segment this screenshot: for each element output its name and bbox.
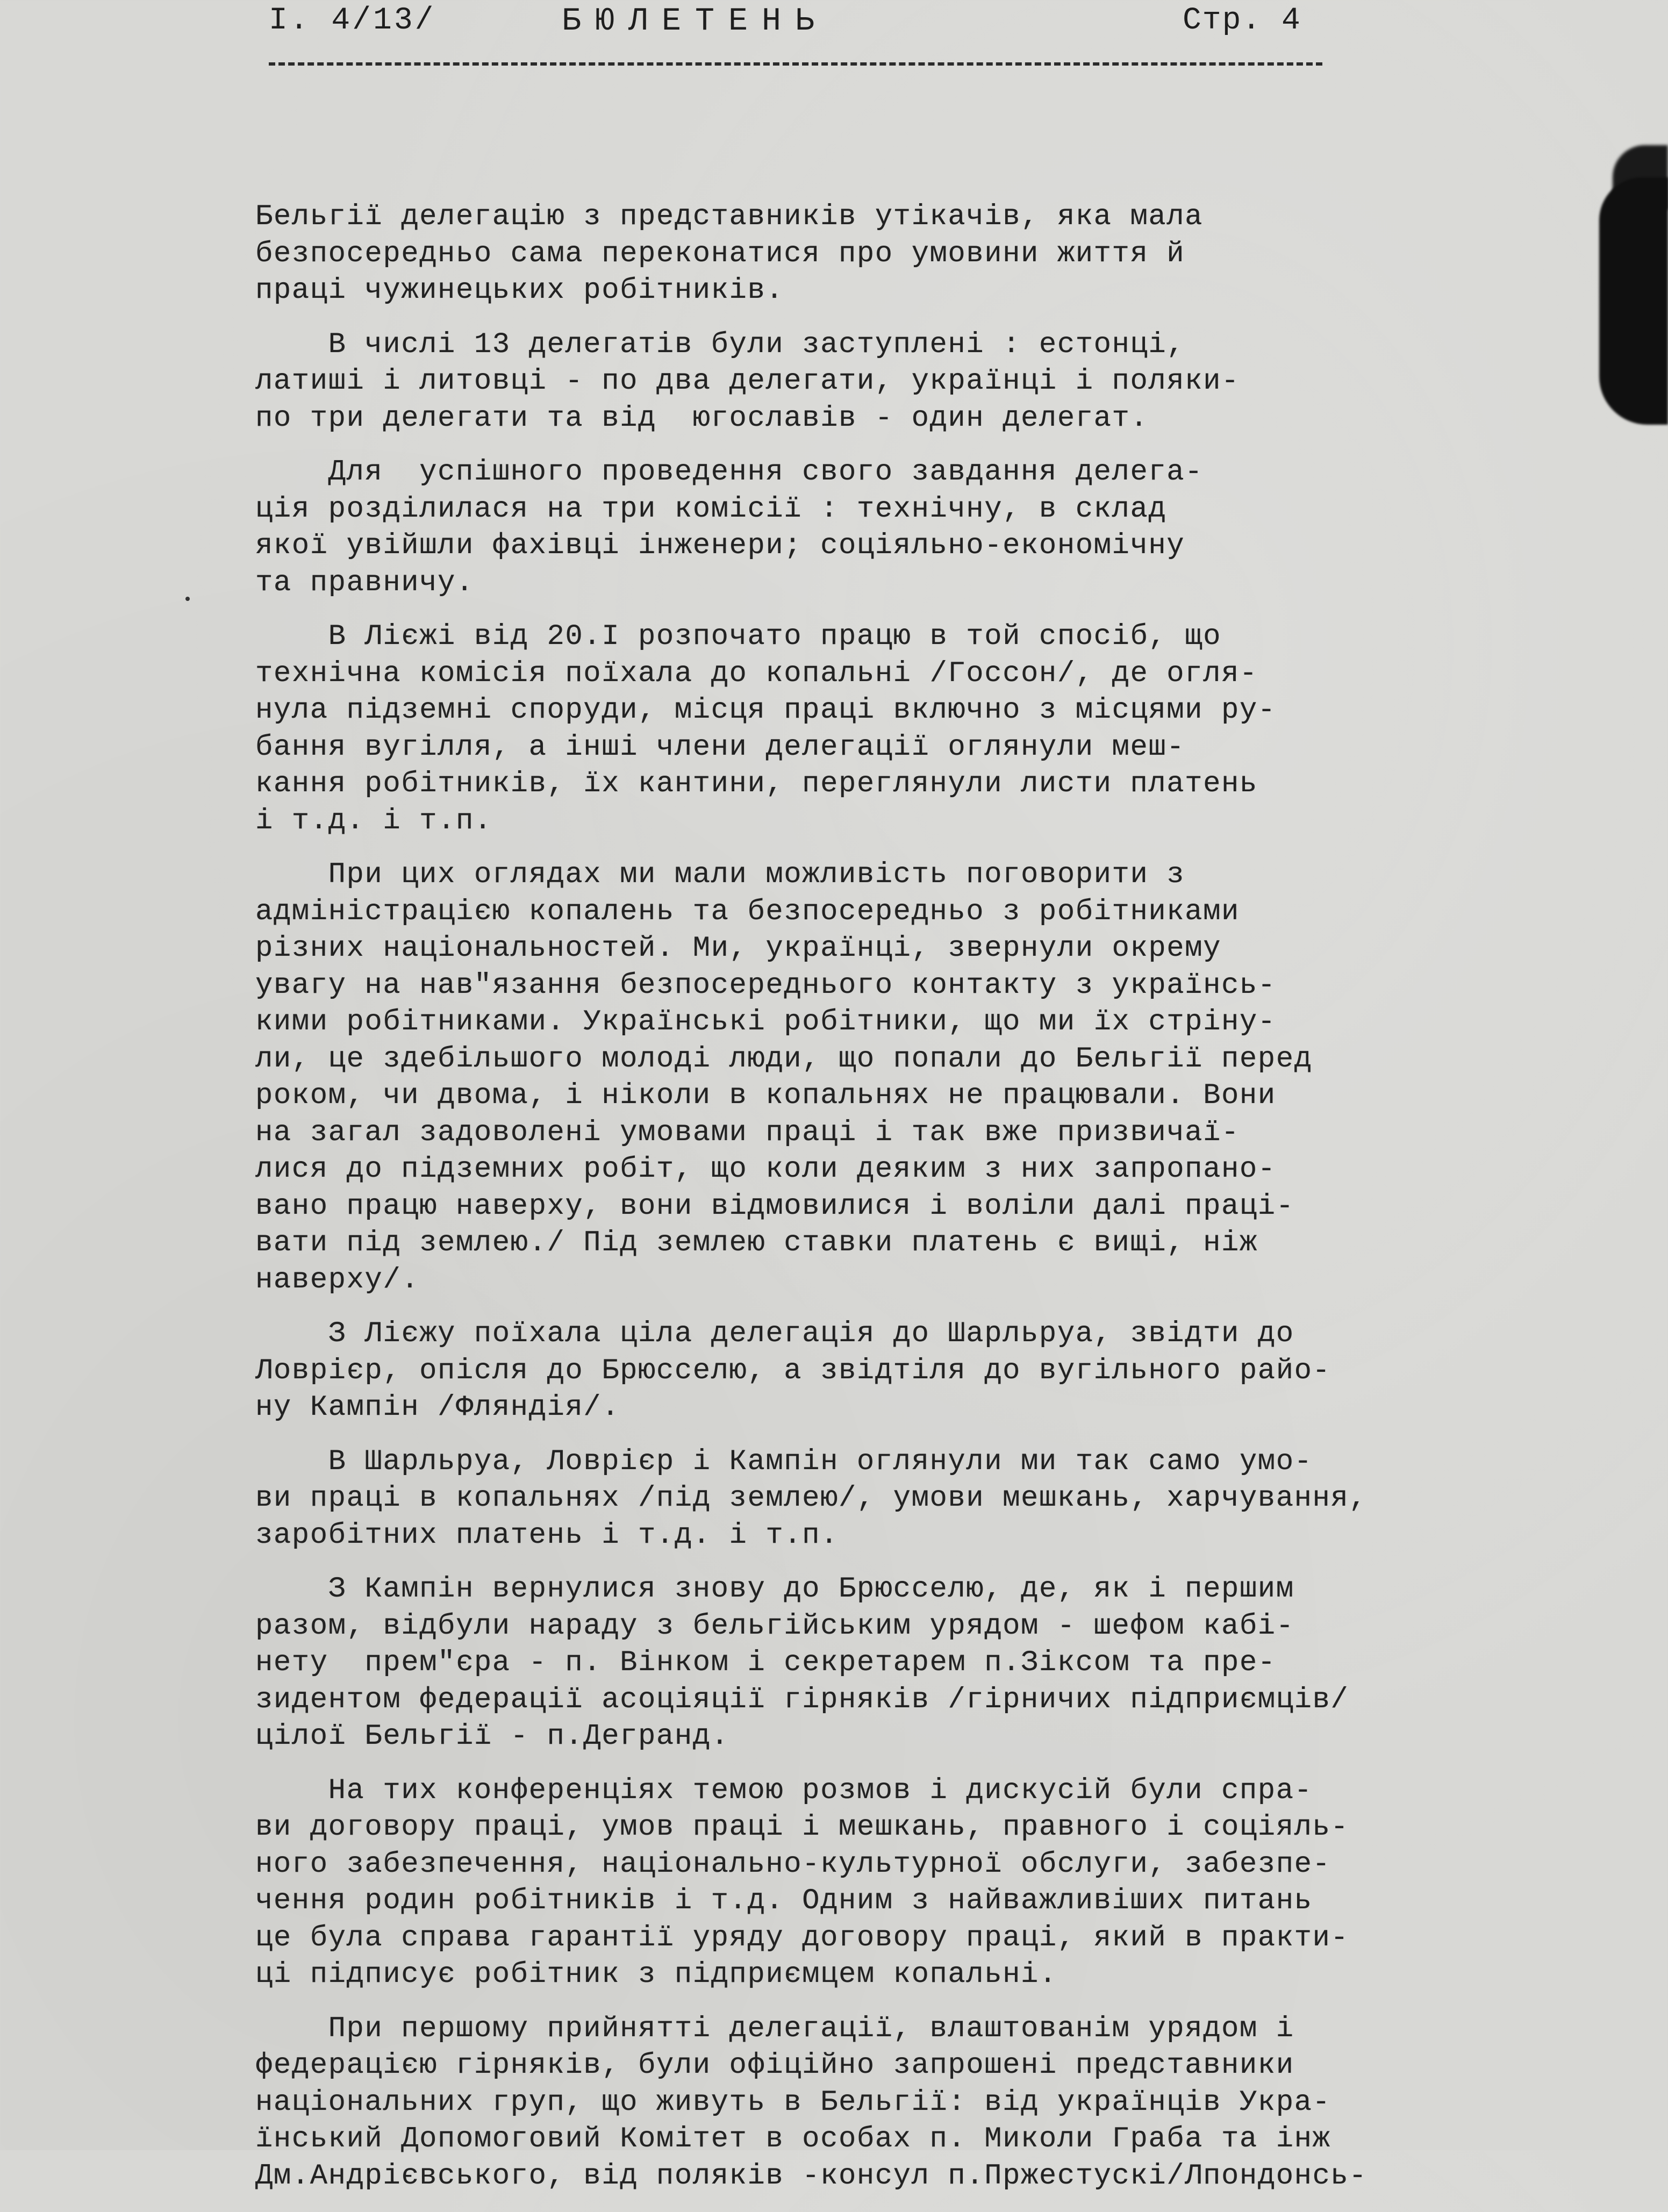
paragraph-6 [255, 1316, 1465, 1427]
text-line: технічна комісія поїхала до копальні /Госсон/, де огля- [255, 657, 1258, 690]
text-line: їнський Допомоговий Комітет в особах п. Миколи Граба та інж [255, 2123, 1331, 2156]
text-line: національних груп, що живуть в Бельгії: від українців Укра- [255, 2086, 1331, 2119]
text-line: чення родин робітників і т.д. Одним з найважливіших питань [255, 1885, 1313, 1917]
text-line: зидентом федерації асоціяції гірняків /гірничих підприємців/ [255, 1683, 1349, 1716]
text-line: цілої Бельгії - п.Дегранд. [255, 1720, 729, 1753]
text-line: вано працю наверху, вони відмовилися і воліли далі праці- [255, 1190, 1294, 1223]
text-line: якої увійшли фахівці інженери; соціяльно-економічну [255, 529, 1185, 562]
text-line: заробітних платень і т.д. і т.п. [255, 1519, 839, 1552]
text-line: латиші і литовці - по два делегати, українці і поляки- [255, 365, 1240, 398]
paragraph-7 [255, 1444, 1465, 1555]
text-line: це була справа гарантії уряду договору праці, який в практи- [255, 1921, 1349, 1955]
text-line: праці чужинецьких робітників. [255, 274, 784, 307]
text-line: ви договору праці, умов праці і мешкань, правного і соціяль- [255, 1811, 1349, 1844]
text-line: наверху/. [255, 1263, 420, 1297]
page-number: Стр. 4 [1183, 3, 1301, 38]
text-line: З Кампін вернулися знову до Брюсселю, де, як і першим [255, 1573, 1294, 1606]
text-line: нету прем"єра - п. Вінком і секретарем п.Зіксом та пре- [255, 1647, 1276, 1679]
text-line: ція розділилася на три комісії : технічну, в склад [255, 492, 1167, 526]
text-line: Бельгії делегацію з представників утікачів, яка мала [255, 201, 1204, 233]
text-line: Дм.Андрієвського, від поляків -консул п.Пржестускі/Лпондонсь- [255, 2159, 1368, 2193]
text-line: В Лієжі від 20.І розпочато працю в той спосіб, що [255, 620, 1221, 653]
text-line: Для успішного проведення свого завдання делега- [255, 456, 1204, 489]
text-line: ці підписує робітник з підприємцем копальні. [255, 1958, 1057, 1991]
text-line: В числі 13 делегатів були заступлені : естонці, [255, 328, 1185, 361]
text-line: бання вугілля, а інші члени делегації оглянули меш- [255, 731, 1185, 764]
text-line: нула підземні споруди, місця праці включно з місцями ру- [255, 694, 1276, 727]
text-line: кання робітників, їх кантини, переглянули листи платень [255, 768, 1258, 800]
text-line: ного забезпечення, національно-культурної обслуги, забезпе- [255, 1848, 1331, 1881]
text-line: При цих оглядах ми мали можливість поговорити з [255, 858, 1185, 891]
ink-speck [185, 597, 190, 601]
document-code: І. 4/13/ [269, 3, 436, 38]
paragraph-2 [255, 327, 1465, 438]
paragraph-10 [255, 2011, 1465, 2195]
text-line: і т.д. і т.п. [255, 804, 492, 837]
text-line: На тих конференціях темою розмов і дискусій були спра- [255, 1774, 1313, 1807]
text-line: лися до підземних робіт, що коли деяким з них запропано- [255, 1153, 1276, 1186]
paragraph-5 [255, 857, 1465, 1299]
text-line: федерацією гірняків, були офіційно запрошені представники [255, 2049, 1294, 2082]
text-line: адміністрацією копалень та безпосередньо з робітниками [255, 895, 1240, 928]
text-line: ви праці в копальнях /під землею/, умови мешкань, харчування, [255, 1482, 1368, 1515]
text-line: В Шарльруа, Ловрієр і Кампін оглянули ми так само умо- [255, 1445, 1313, 1478]
document-title: БЮЛЕТЕНЬ [562, 3, 829, 40]
text-line: разом, відбули нараду з бельгійським урядом - шефом кабі- [255, 1609, 1294, 1643]
header-dashed-rule [269, 62, 1322, 66]
paragraph-3 [255, 454, 1465, 602]
page-header [269, 3, 1317, 68]
paragraph-4 [255, 619, 1465, 840]
text-line: на загал задоволені умовами праці і так вже призвичаї- [255, 1116, 1240, 1149]
text-line: При першому прийнятті делегації, влаштованім урядом і [255, 2012, 1294, 2045]
text-line: вати під землею./ Під землею ставки платень є вищі, ніж [255, 1227, 1258, 1259]
text-line: та правничу. [255, 566, 474, 599]
paragraph-8 [255, 1571, 1465, 1756]
text-line: ну Кампін /Фляндія/. [255, 1391, 620, 1424]
text-line: кими робітниками. Українські робітники, що ми їх стріну- [255, 1006, 1276, 1039]
paragraph-1 [255, 199, 1465, 310]
text-line: ли, це здебільшого молоді люди, що попали до Бельгії перед [255, 1042, 1313, 1076]
text-line: різних національностей. Ми, українці, звернули окрему [255, 932, 1221, 965]
text-line: З Лієжу поїхала ціла делегація до Шарльруа, звідти до [255, 1318, 1294, 1350]
text-line: роком, чи двома, і ніколи в копальнях не працювали. Вони [255, 1079, 1276, 1112]
paragraph-9 [255, 1773, 1465, 1994]
body-text [255, 199, 1465, 2212]
text-line: увагу на нав"язання безпосереднього контакту з українсь- [255, 969, 1276, 1002]
text-line: по три делегати та від югославів - один делегат. [255, 402, 1149, 435]
ink-blot [1599, 177, 1668, 425]
text-line: безпосередньо сама переконатися про умовини життя й [255, 237, 1185, 270]
text-line: Ловрієр, опісля до Брюсселю, а звідтіля до вугільного райо- [255, 1354, 1331, 1387]
